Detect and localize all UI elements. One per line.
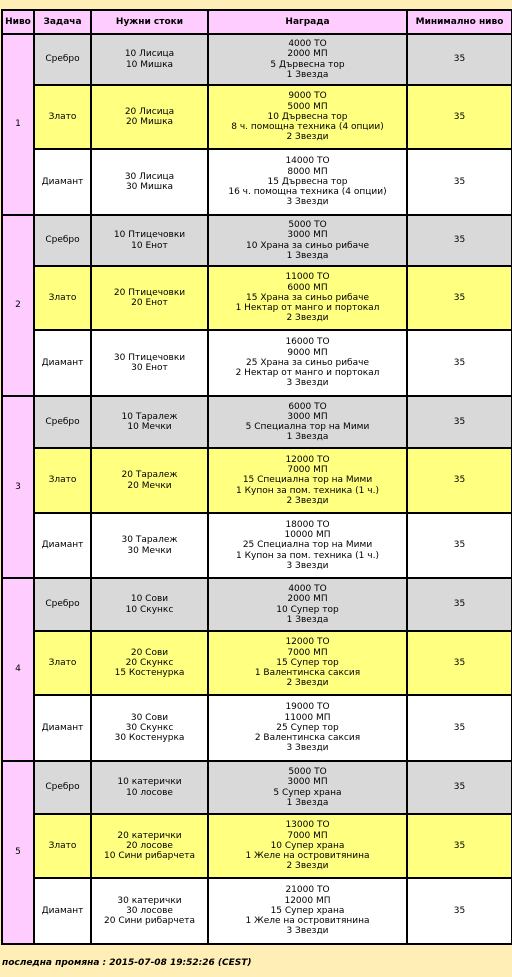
reward-cell [208,448,407,513]
reward-cell [208,878,407,944]
reward-cell-line: 1 Звезда [286,69,329,80]
table-row [2,448,512,513]
task-cell: Злато [34,631,91,695]
min-level-cell: 35 [407,513,512,578]
header-level: Ниво [2,10,34,34]
reward-cell-line: 5000 ТО [288,220,327,231]
task-cell: Сребро [34,761,91,814]
reward-cell-line: 5 Дървесна тор [270,59,345,70]
reward-cell-line: 6000 МП [287,282,328,293]
task-cell: Сребро [34,34,91,85]
min-level-cell: 35 [407,878,512,944]
min-level-cell: 35 [407,631,512,695]
goods-cell-line: 20 Сови [130,647,169,658]
goods-cell [91,631,208,695]
table-row [2,215,512,266]
reward-cell-line: 1 Валентинска саксия [254,668,361,679]
quest-table-body [2,34,512,944]
task-cell: Сребро [34,578,91,631]
task-cell: Диамант [34,149,91,215]
goods-cell-line: 30 катерички [117,895,182,906]
goods-cell [91,878,208,944]
reward-cell-line: 10 Супер храна [270,840,345,851]
reward-cell-line: 7000 МП [287,830,328,841]
goods-cell [91,85,208,149]
reward-cell-line: 8000 МП [287,166,328,177]
reward-cell-line: 2 Звезди [286,861,329,872]
goods-cell [91,34,208,85]
reward-cell-line: 1 Желе на островитянина [245,851,370,862]
reward-cell-line: 2 Звезди [286,678,329,689]
level-cell: 2 [2,215,34,396]
level-cell: 1 [2,34,34,215]
reward-cell-line: 1 Купон за пом. техника (1 ч.) [236,550,379,561]
reward-cell [208,513,407,578]
reward-cell-line: 15 Супер тор [276,657,339,668]
goods-cell-line: 10 Мечки [127,422,172,432]
reward-cell-line: 2 Звезди [286,132,329,143]
goods-cell [91,330,208,396]
reward-cell-line: 1 Звезда [286,432,329,443]
reward-cell-line: 3000 МП [287,230,328,241]
reward-cell-line: 1 Желе на островитянина [245,916,370,927]
reward-cell-line: 3000 МП [287,411,328,422]
goods-cell-line: 30 Мишка [125,182,174,192]
min-level-cell: 35 [407,215,512,266]
goods-cell [91,761,208,814]
min-level-cell: 35 [407,85,512,149]
goods-cell-line: 20 Мишка [125,117,174,127]
reward-cell-line: 15 Специална тор на Мими [242,475,373,486]
goods-cell-line: 10 Птицечовки [113,230,186,241]
goods-cell-line: 30 лосове [126,905,173,916]
table-row [2,513,512,578]
level-cell: 4 [2,578,34,761]
reward-cell-line: 9000 МП [287,347,328,358]
reward-cell-line: 1 Звезда [286,797,329,808]
task-cell: Злато [34,266,91,330]
reward-cell-line: 5 Супер храна [273,787,342,798]
goods-cell-line: 20 лосове [126,840,173,851]
reward-cell-line: 1 Нектар от манго и портокал [235,303,380,314]
goods-cell-line: 10 Сови [130,594,169,605]
table-row [2,578,512,631]
reward-cell [208,266,407,330]
goods-cell [91,695,208,761]
reward-cell [208,149,407,215]
goods-cell-line: 10 Таралеж [121,411,178,422]
header-goods: Нужни стоки [91,10,208,34]
table-row [2,761,512,814]
goods-cell [91,513,208,578]
reward-cell-line: 2000 МП [287,49,328,60]
reward-cell-line: 2 Звезди [286,495,329,506]
min-level-cell: 35 [407,695,512,761]
reward-cell-line: 9000 ТО [288,91,327,102]
min-level-cell: 35 [407,330,512,396]
goods-cell-line: 10 Мишка [125,59,174,70]
reward-cell-line: 11000 ТО [285,272,330,283]
table-row [2,266,512,330]
goods-cell-line: 10 Лисица [124,49,175,60]
goods-cell-line: 30 Мечки [127,545,172,556]
reward-cell-line: 12000 ТО [285,637,330,648]
task-cell: Диамант [34,513,91,578]
reward-cell-line: 15 Храна за синьо рибаче [246,292,369,303]
goods-cell-line: 20 катерички [117,830,182,841]
goods-cell [91,396,208,448]
goods-cell-line: 10 Сини рибарчета [104,851,195,862]
reward-cell-line: 2 Нектар от манго и портокал [235,368,380,379]
task-cell: Диамант [34,878,91,944]
min-level-cell: 35 [407,396,512,448]
reward-cell [208,695,407,761]
table-row [2,330,512,396]
reward-cell-line: 8 ч. помощна техника (4 опции) [231,122,384,133]
reward-cell-line: 1 Звезда [286,614,329,625]
reward-cell-line: 12000 МП [284,895,331,906]
reward-cell-line: 5000 МП [287,101,328,112]
reward-cell [208,396,407,448]
header-reward: Награда [208,10,407,34]
task-cell: Диамант [34,330,91,396]
reward-cell-line: 15 Супер храна [270,905,345,916]
reward-cell-line: 10 Супер тор [276,604,339,615]
reward-cell [208,85,407,149]
task-cell: Диамант [34,695,91,761]
reward-cell-line: 4000 ТО [288,39,327,50]
reward-cell-line: 16 ч. помощна техника (4 опции) [228,187,387,198]
reward-cell-line: 4000 ТО [288,584,327,595]
table-row [2,695,512,761]
reward-cell-line: 25 Храна за синьо рибаче [246,357,369,368]
reward-cell [208,34,407,85]
table-row [2,34,512,85]
goods-cell [91,578,208,631]
reward-cell [208,578,407,631]
reward-cell-line: 10 Дървесна тор [267,111,348,122]
reward-cell [208,330,407,396]
goods-cell-line: 30 Скункс [125,722,174,733]
min-level-cell: 35 [407,761,512,814]
goods-cell [91,814,208,878]
min-level-cell: 35 [407,34,512,85]
reward-cell-line: 10000 МП [284,530,331,541]
goods-cell [91,149,208,215]
table-row [2,631,512,695]
goods-cell-line: 30 Птицечовки [113,352,186,363]
last-modified: последна промяна : 2015-07-08 19:52:26 (CEST) [2,958,252,968]
goods-cell-line: 20 Скункс [125,657,174,668]
goods-cell-line: 10 катерички [117,777,182,788]
reward-cell-line: 2 Валентинска саксия [254,733,361,744]
reward-cell-line: 25 Супер тор [276,722,339,733]
goods-cell-line: 30 Таралеж [121,535,178,546]
goods-cell-line: 20 Сини рибарчета [104,916,195,927]
task-cell: Злато [34,448,91,513]
task-cell: Злато [34,814,91,878]
reward-cell-line: 5000 ТО [288,767,327,778]
reward-cell-line: 2 Звезди [286,313,329,324]
reward-cell-line: 3 Звезди [286,378,329,389]
reward-cell-line: 16000 ТО [285,337,330,348]
task-cell: Злато [34,85,91,149]
header-task: Задача [34,10,91,34]
quest-table [1,9,512,945]
goods-cell-line: 10 Скункс [125,604,174,615]
reward-cell [208,215,407,266]
min-level-cell: 35 [407,814,512,878]
level-cell: 3 [2,396,34,578]
reward-cell [208,631,407,695]
reward-cell-line: 3 Звезди [286,926,329,937]
table-row [2,396,512,448]
table-row [2,149,512,215]
goods-cell [91,215,208,266]
reward-cell-line: 19000 ТО [285,702,330,713]
reward-cell-line: 3000 МП [287,777,328,788]
reward-cell [208,761,407,814]
reward-cell-line: 25 Специална тор на Мими [242,540,373,551]
reward-cell-line: 6000 ТО [288,401,327,412]
table-row [2,814,512,878]
reward-cell-line: 11000 МП [284,712,331,723]
header-min-level: Минимално ниво [407,10,512,34]
reward-cell-line: 3 Звезди [286,197,329,208]
min-level-cell: 35 [407,149,512,215]
goods-cell [91,266,208,330]
reward-cell-line: 15 Дървесна тор [267,176,348,187]
reward-cell-line: 7000 МП [287,465,328,476]
goods-cell [91,448,208,513]
reward-cell-line: 5 Специална тор на Мими [245,422,370,432]
reward-cell-line: 10 Храна за синьо рибаче [246,240,369,251]
reward-cell-line: 18000 ТО [285,519,330,530]
goods-cell-line: 20 Мечки [127,480,172,491]
goods-cell-line: 20 Птицечовки [113,287,186,298]
min-level-cell: 35 [407,448,512,513]
goods-cell-line: 30 Енот [131,363,168,373]
goods-cell-line: 30 Костенурка [114,733,185,744]
goods-cell-line: 30 Лисица [124,171,175,182]
min-level-cell: 35 [407,578,512,631]
goods-cell-line: 30 Сови [130,712,169,723]
table-row [2,85,512,149]
reward-cell-line: 3 Звезди [286,743,329,754]
reward-cell-line: 1 Звезда [286,250,329,261]
goods-cell-line: 20 Енот [131,298,168,308]
table-row [2,878,512,944]
reward-cell-line: 2000 МП [287,594,328,605]
reward-cell-line: 14000 ТО [285,156,330,167]
min-level-cell: 35 [407,266,512,330]
reward-cell-line: 7000 МП [287,647,328,658]
reward-cell-line: 3 Звезди [286,560,329,571]
task-cell: Сребро [34,396,91,448]
goods-cell-line: 20 Таралеж [121,470,178,481]
goods-cell-line: 15 Костенурка [114,668,185,679]
table-header-row [2,10,512,34]
reward-cell-line: 13000 ТО [285,820,330,831]
reward-cell-line: 21000 ТО [285,885,330,896]
reward-cell [208,814,407,878]
goods-cell-line: 10 Енот [131,240,168,251]
reward-cell-line: 1 Купон за пом. техника (1 ч.) [236,485,379,496]
task-cell: Сребро [34,215,91,266]
reward-cell-line: 12000 ТО [285,454,330,465]
goods-cell-line: 20 Лисица [124,106,175,117]
goods-cell-line: 10 лосове [126,787,173,798]
level-cell: 5 [2,761,34,944]
